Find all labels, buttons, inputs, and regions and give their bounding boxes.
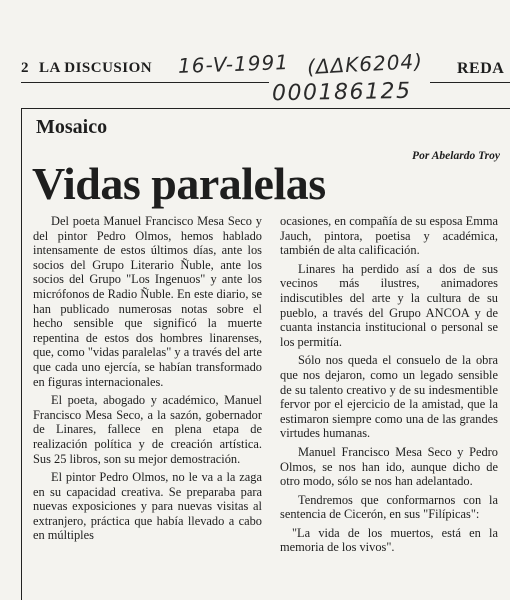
paragraph: El pintor Pedro Olmos, no le va a la zaga en su capacidad creativa. Se preparaba para nuevas exposiciones y para nuevas visitas al extranjero, práctica que había llevado a cabo en múltiples: [33, 470, 262, 543]
paragraph: Manuel Francisco Mesa Seco y Pedro Olmos, se nos han ido, aunque dicho de otro modo, sólo se nos han adelantado.: [280, 444, 498, 489]
publication-name: LA DISCUSION: [39, 60, 153, 76]
paragraph: Sólo nos queda el consuelo de la obra que nos dejaron, como un legado sensible de su talento creativo y de su indesmentible fervor por el ejercicio de la amistad, que la estimaron siempre como una de las grandes virtudes humanas.: [280, 353, 498, 441]
header-rule-left: [21, 82, 269, 83]
paragraph: Tendremos que conformarnos con la sentencia de Cicerón, en sus "Filípicas":: [280, 492, 498, 522]
paragraph: El poeta, abogado y académico, Manuel Francisco Mesa Seco, a la sazón, gobernador de Linares, fallece en plena etapa de realización política y de creación artística. Sus 25 libros, son su mejor demostración.: [33, 393, 262, 466]
page-number: 2: [21, 60, 29, 76]
section-title: Mosaico: [36, 116, 108, 138]
paragraph: ocasiones, en compañía de su esposa Emma Jauch, pintora, poetisa y académica, también de alta calificación.: [280, 214, 498, 258]
paragraph: Linares ha perdido así a dos de sus vecinos más ilustres, animadores indiscutibles del arte y la cultura de su pueblo, a través del Grupo ANCOA y de cuanta instancia institucional o personal se los permitía.: [280, 261, 498, 349]
paragraph: Del poeta Manuel Francisco Mesa Seco y del pintor Pedro Olmos, hemos hablado intensamente de estos últimos días, ante los socios del Grupo Literario Ñuble, ante los socios del Grupo "Los Ingenuos" y ante los micrófonos de Radio Ñuble. En este diario, se han publicado numerosas notas sobre el hecho sensible que significó la muerte repentina de estos dos hombres linarenses, que, como "vidas paralelas" y a través del arte que cada uno ejercía, se habían transformado en figuras internacionales.: [33, 214, 262, 389]
page-header: [0, 0, 510, 108]
handwritten-catalog-number: 000186125: [271, 78, 412, 107]
closing-quote: "La vida de los muertos, está en la memoria de los vivos".: [280, 525, 498, 555]
header-rule-right: [430, 82, 510, 83]
left-column: [33, 214, 262, 547]
headline: Vidas paralelas: [32, 158, 326, 209]
handwritten-date: 16-V-1991: [177, 50, 290, 78]
article-frame-left: [21, 108, 22, 600]
byline: Por Abelardo Troy: [412, 150, 500, 162]
section-label-right: REDA: [457, 60, 505, 77]
right-column: [280, 214, 498, 559]
article-frame-top: [21, 108, 510, 109]
handwritten-archive-code: (ΔΔK6204): [306, 48, 424, 80]
